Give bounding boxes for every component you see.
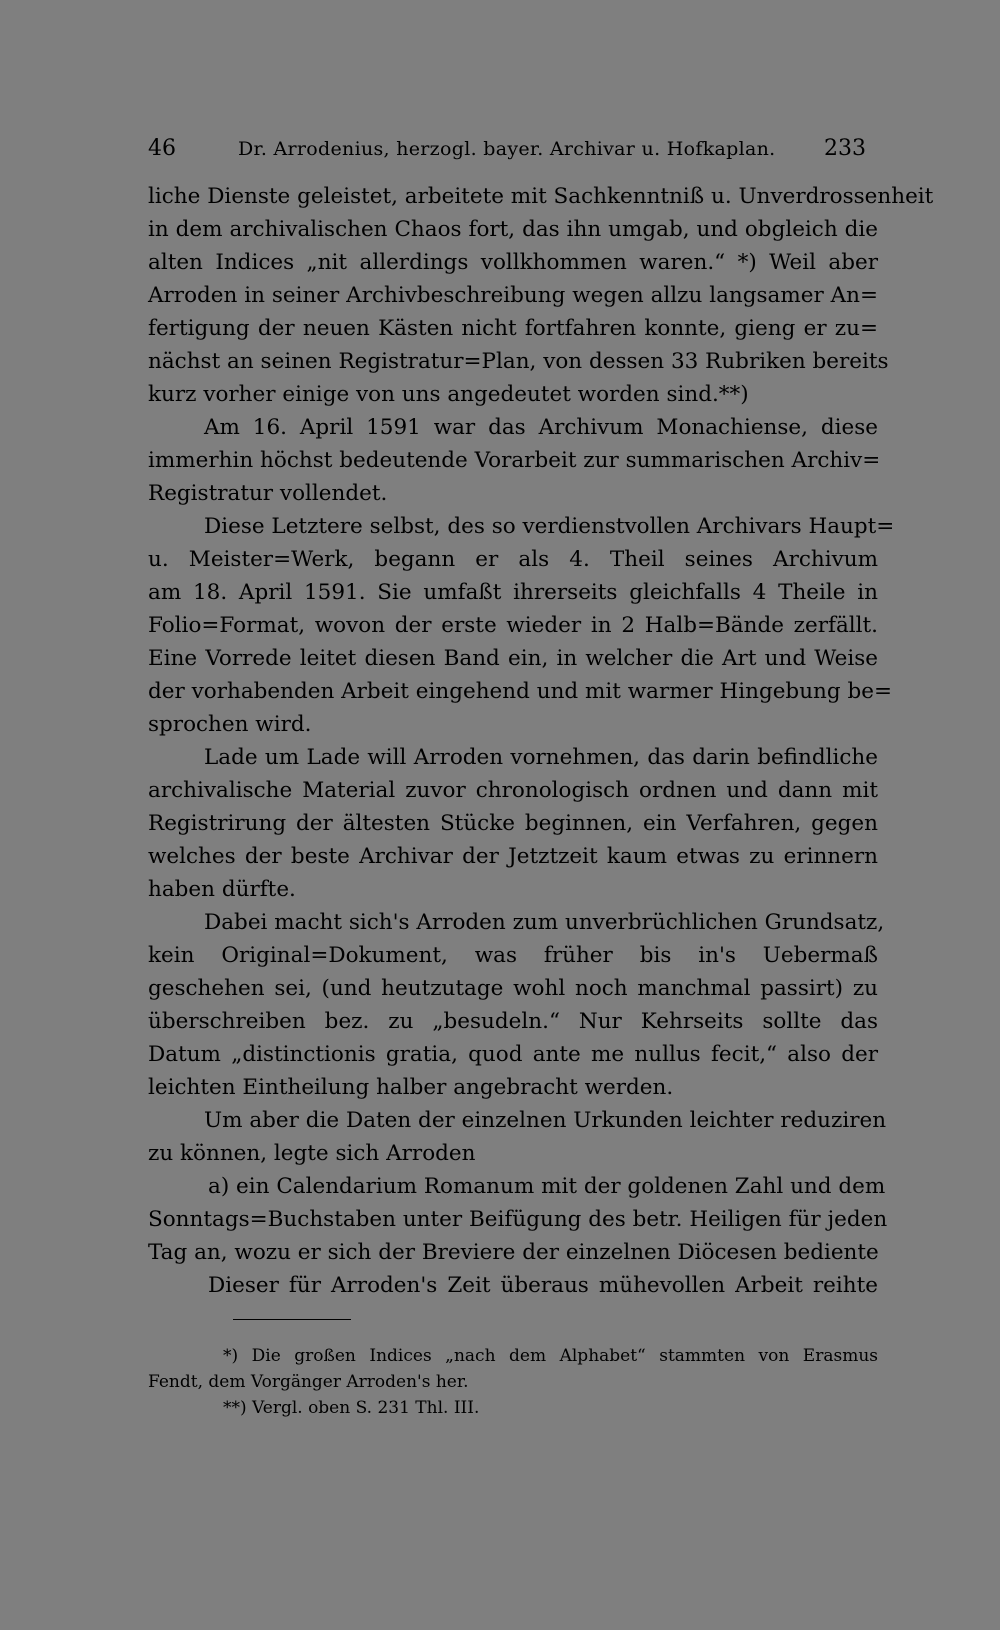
text-line: Arroden in seiner Archivbeschreibung wegen allzu langsamer An= [148,283,878,308]
body-text [148,180,934,1302]
text-line: Dieser für Arroden's Zeit überaus mühevollen Arbeit reihte [208,1273,878,1298]
text-line: Folio=Format, wovon der erste wieder in 2 Halb=Bände zerfällt. [148,613,878,638]
text-line: liche Dienste geleistet, arbeitete mit Sachkenntniß u. Unverdrossenheit [148,184,934,209]
text-line: archivalische Material zuvor chronologisch ordnen und dann mit [148,778,878,803]
text-line: leichten Eintheilung halber angebracht werden. [148,1075,674,1100]
footnotes [148,1343,878,1421]
text-line: immerhin höchst bedeutende Vorarbeit zur summarischen Archiv= [148,448,881,473]
text-line: am 18. April 1591. Sie umfaßt ihrerseits gleichfalls 4 Theile in [148,580,878,605]
footnote-separator [233,1319,351,1320]
text-line: nächst an seinen Registratur=Plan, von dessen 33 Rubriken bereits [148,349,889,374]
text-line: der vorhabenden Arbeit eingehend und mit warmer Hingebung be= [148,679,892,704]
running-title: Dr. Arrodenius, herzogl. bayer. Archivar u. Hofkaplan. [238,138,776,160]
page-number: 46 [148,136,176,161]
text-line: Sonntags=Buchstaben unter Beifügung des betr. Heiligen für jeden [148,1207,888,1232]
text-line: Registratur vollendet. [148,481,388,506]
text-line: überschreiben bez. zu „besudeln.“ Nur Kehrseits sollte das [148,1009,878,1034]
text-line: zu können, legte sich Arroden [148,1141,476,1166]
text-line: in dem archivalischen Chaos fort, das ihn umgab, und obgleich die [148,217,878,242]
text-line: Tag an, wozu er sich der Breviere der einzelnen Diöcesen bediente [148,1240,879,1265]
text-line: Dabei macht sich's Arroden zum unverbrüchlichen Grundsatz, [204,910,885,935]
text-line: u. Meister=Werk, begann er als 4. Theil seines Archivum [148,547,878,572]
text-line: geschehen sei, (und heutzutage wohl noch manchmal passirt) zu [148,976,878,1001]
text-line: Eine Vorrede leitet diesen Band ein, in welcher die Art und Weise [148,646,878,671]
text-line: Datum „distinctionis gratia, quod ante me nullus fecit,“ also der [148,1042,878,1067]
text-line: haben dürfte. [148,877,296,902]
footnote-line: *) Die großen Indices „nach dem Alphabet“ stammten von Erasmus [223,1346,878,1366]
text-line: sprochen wird. [148,712,312,737]
text-line: Registrirung der ältesten Stücke beginnen, ein Verfahren, gegen [148,811,878,836]
text-line: Lade um Lade will Arroden vornehmen, das darin befindliche [204,745,878,770]
volume-page-number: 233 [824,136,866,161]
text-line: kurz vorher einige von uns angedeutet worden sind.**) [148,382,749,407]
text-line: Am 16. April 1591 war das Archivum Monachiense, diese [204,415,878,440]
text-line: fertigung der neuen Kästen nicht fortfahren konnte, gieng er zu= [148,316,878,341]
text-line: alten Indices „nit allerdings vollkhommen waren.“ *) Weil aber [148,250,878,275]
text-line: Diese Letztere selbst, des so verdienstvollen Archivars Haupt= [204,514,895,539]
text-line: kein Original=Dokument, was früher bis in's Uebermaß [148,943,878,968]
footnote-line: Fendt, dem Vorgänger Arroden's her. [148,1372,469,1392]
text-line: welches der beste Archivar der Jetztzeit kaum etwas zu erinnern [148,844,878,869]
text-line: Um aber die Daten der einzelnen Urkunden leichter reduziren [204,1108,887,1133]
footnote-line: **) Vergl. oben S. 231 Thl. III. [223,1398,480,1418]
text-line: a) ein Calendarium Romanum mit der goldenen Zahl und dem [208,1174,886,1199]
page-header [148,132,866,166]
